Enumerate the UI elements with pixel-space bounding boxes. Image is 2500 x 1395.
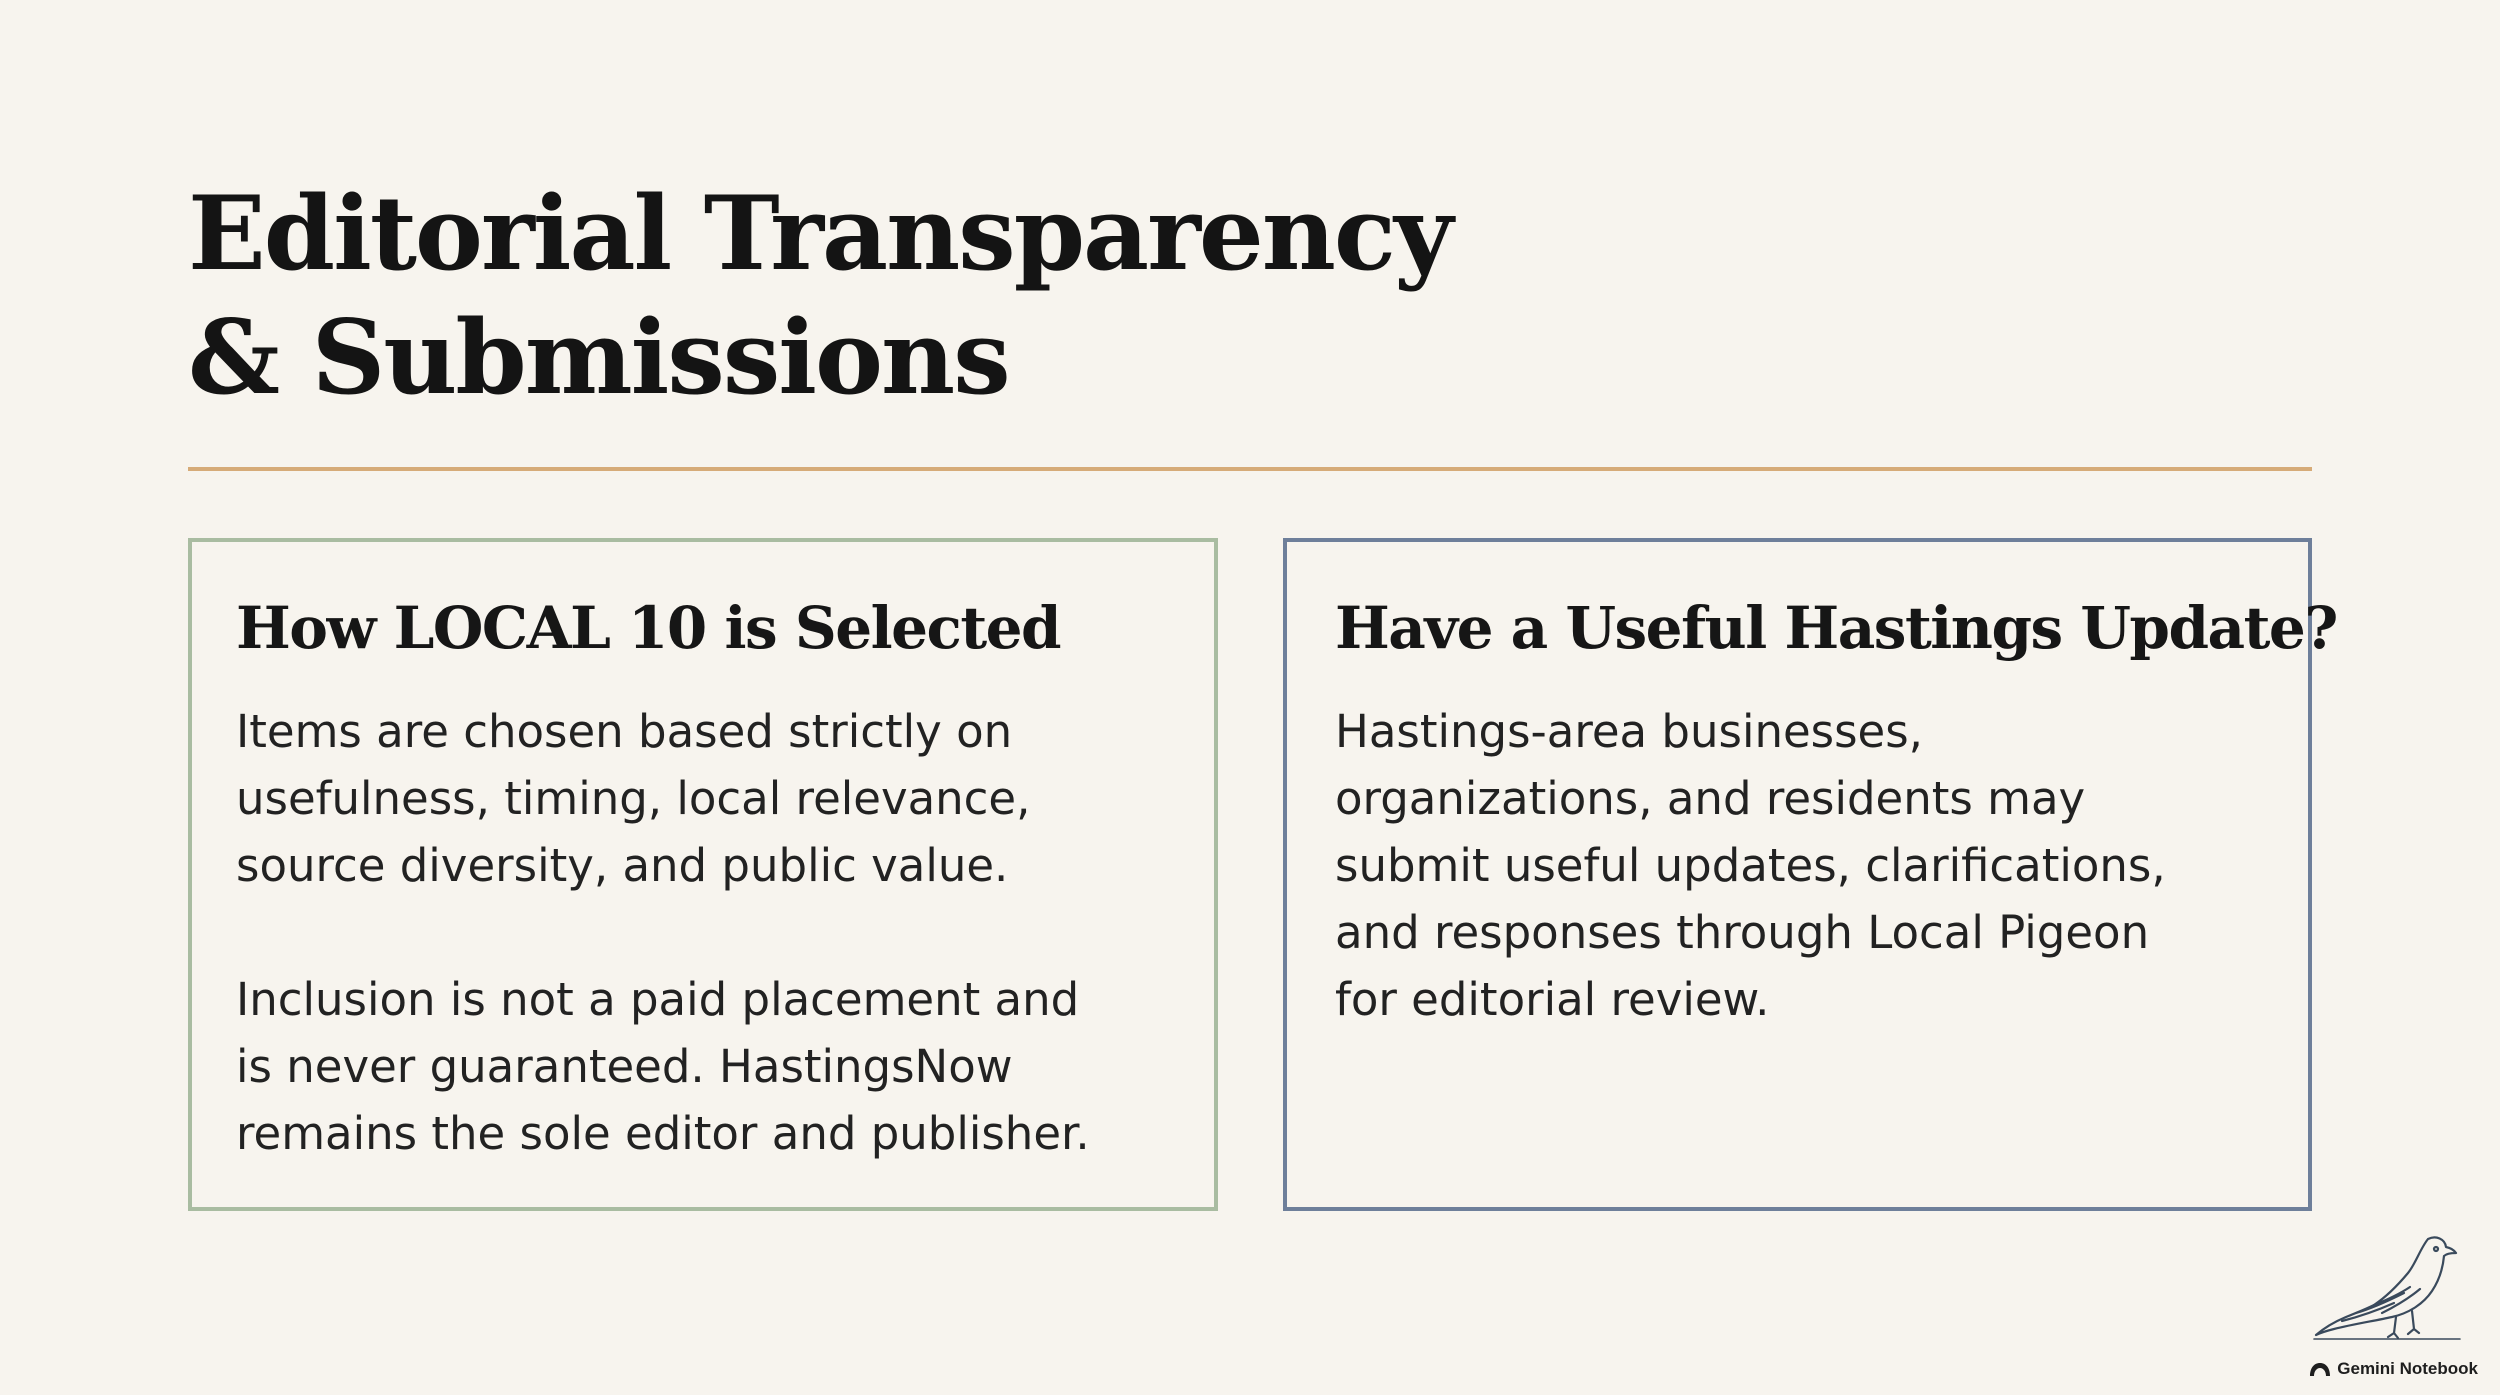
text-line: source diversity, and public value. — [236, 839, 1009, 892]
text-line: submit useful updates, clarifications, — [1335, 839, 2166, 892]
brand-label — [2309, 1359, 2478, 1379]
text-line: is never guaranteed. HastingsNow — [236, 1040, 1013, 1093]
brand-text: Gemini Notebook — [2337, 1359, 2478, 1378]
text-line: for editorial review. — [1335, 973, 1770, 1026]
text-line: Items are chosen based strictly on — [236, 705, 1013, 758]
title-line: & Submissions — [188, 298, 1009, 418]
selection-card — [188, 538, 1218, 1211]
selection-paragraph-2 — [236, 966, 1196, 1167]
text-line: organizations, and residents may — [1335, 772, 2086, 825]
selection-card-heading: How LOCAL 10 is Selected — [236, 594, 1061, 662]
text-line: Inclusion is not a paid placement and — [236, 973, 1080, 1026]
submissions-card-body — [1335, 698, 2285, 1033]
submissions-card — [1283, 538, 2337, 1211]
selection-card-body — [236, 698, 1196, 1167]
submissions-paragraph — [1335, 698, 2285, 1033]
submissions-card-heading: Have a Useful Hastings Update? — [1335, 594, 2337, 662]
text-line: and responses through Local Pigeon — [1335, 906, 2150, 959]
brand-mark — [2302, 1229, 2482, 1379]
text-line: usefulness, timing, local relevance, — [236, 772, 1031, 825]
page-title — [188, 172, 1451, 420]
notebook-logo-icon — [2309, 1361, 2331, 1377]
selection-paragraph-1 — [236, 698, 1196, 899]
text-line: remains the sole editor and publisher. — [236, 1107, 1090, 1160]
pigeon-icon — [2312, 1229, 2462, 1341]
text-line: Hastings-area businesses, — [1335, 705, 1923, 758]
title-line: Editorial Transparency — [188, 174, 1452, 294]
divider — [188, 467, 2312, 471]
